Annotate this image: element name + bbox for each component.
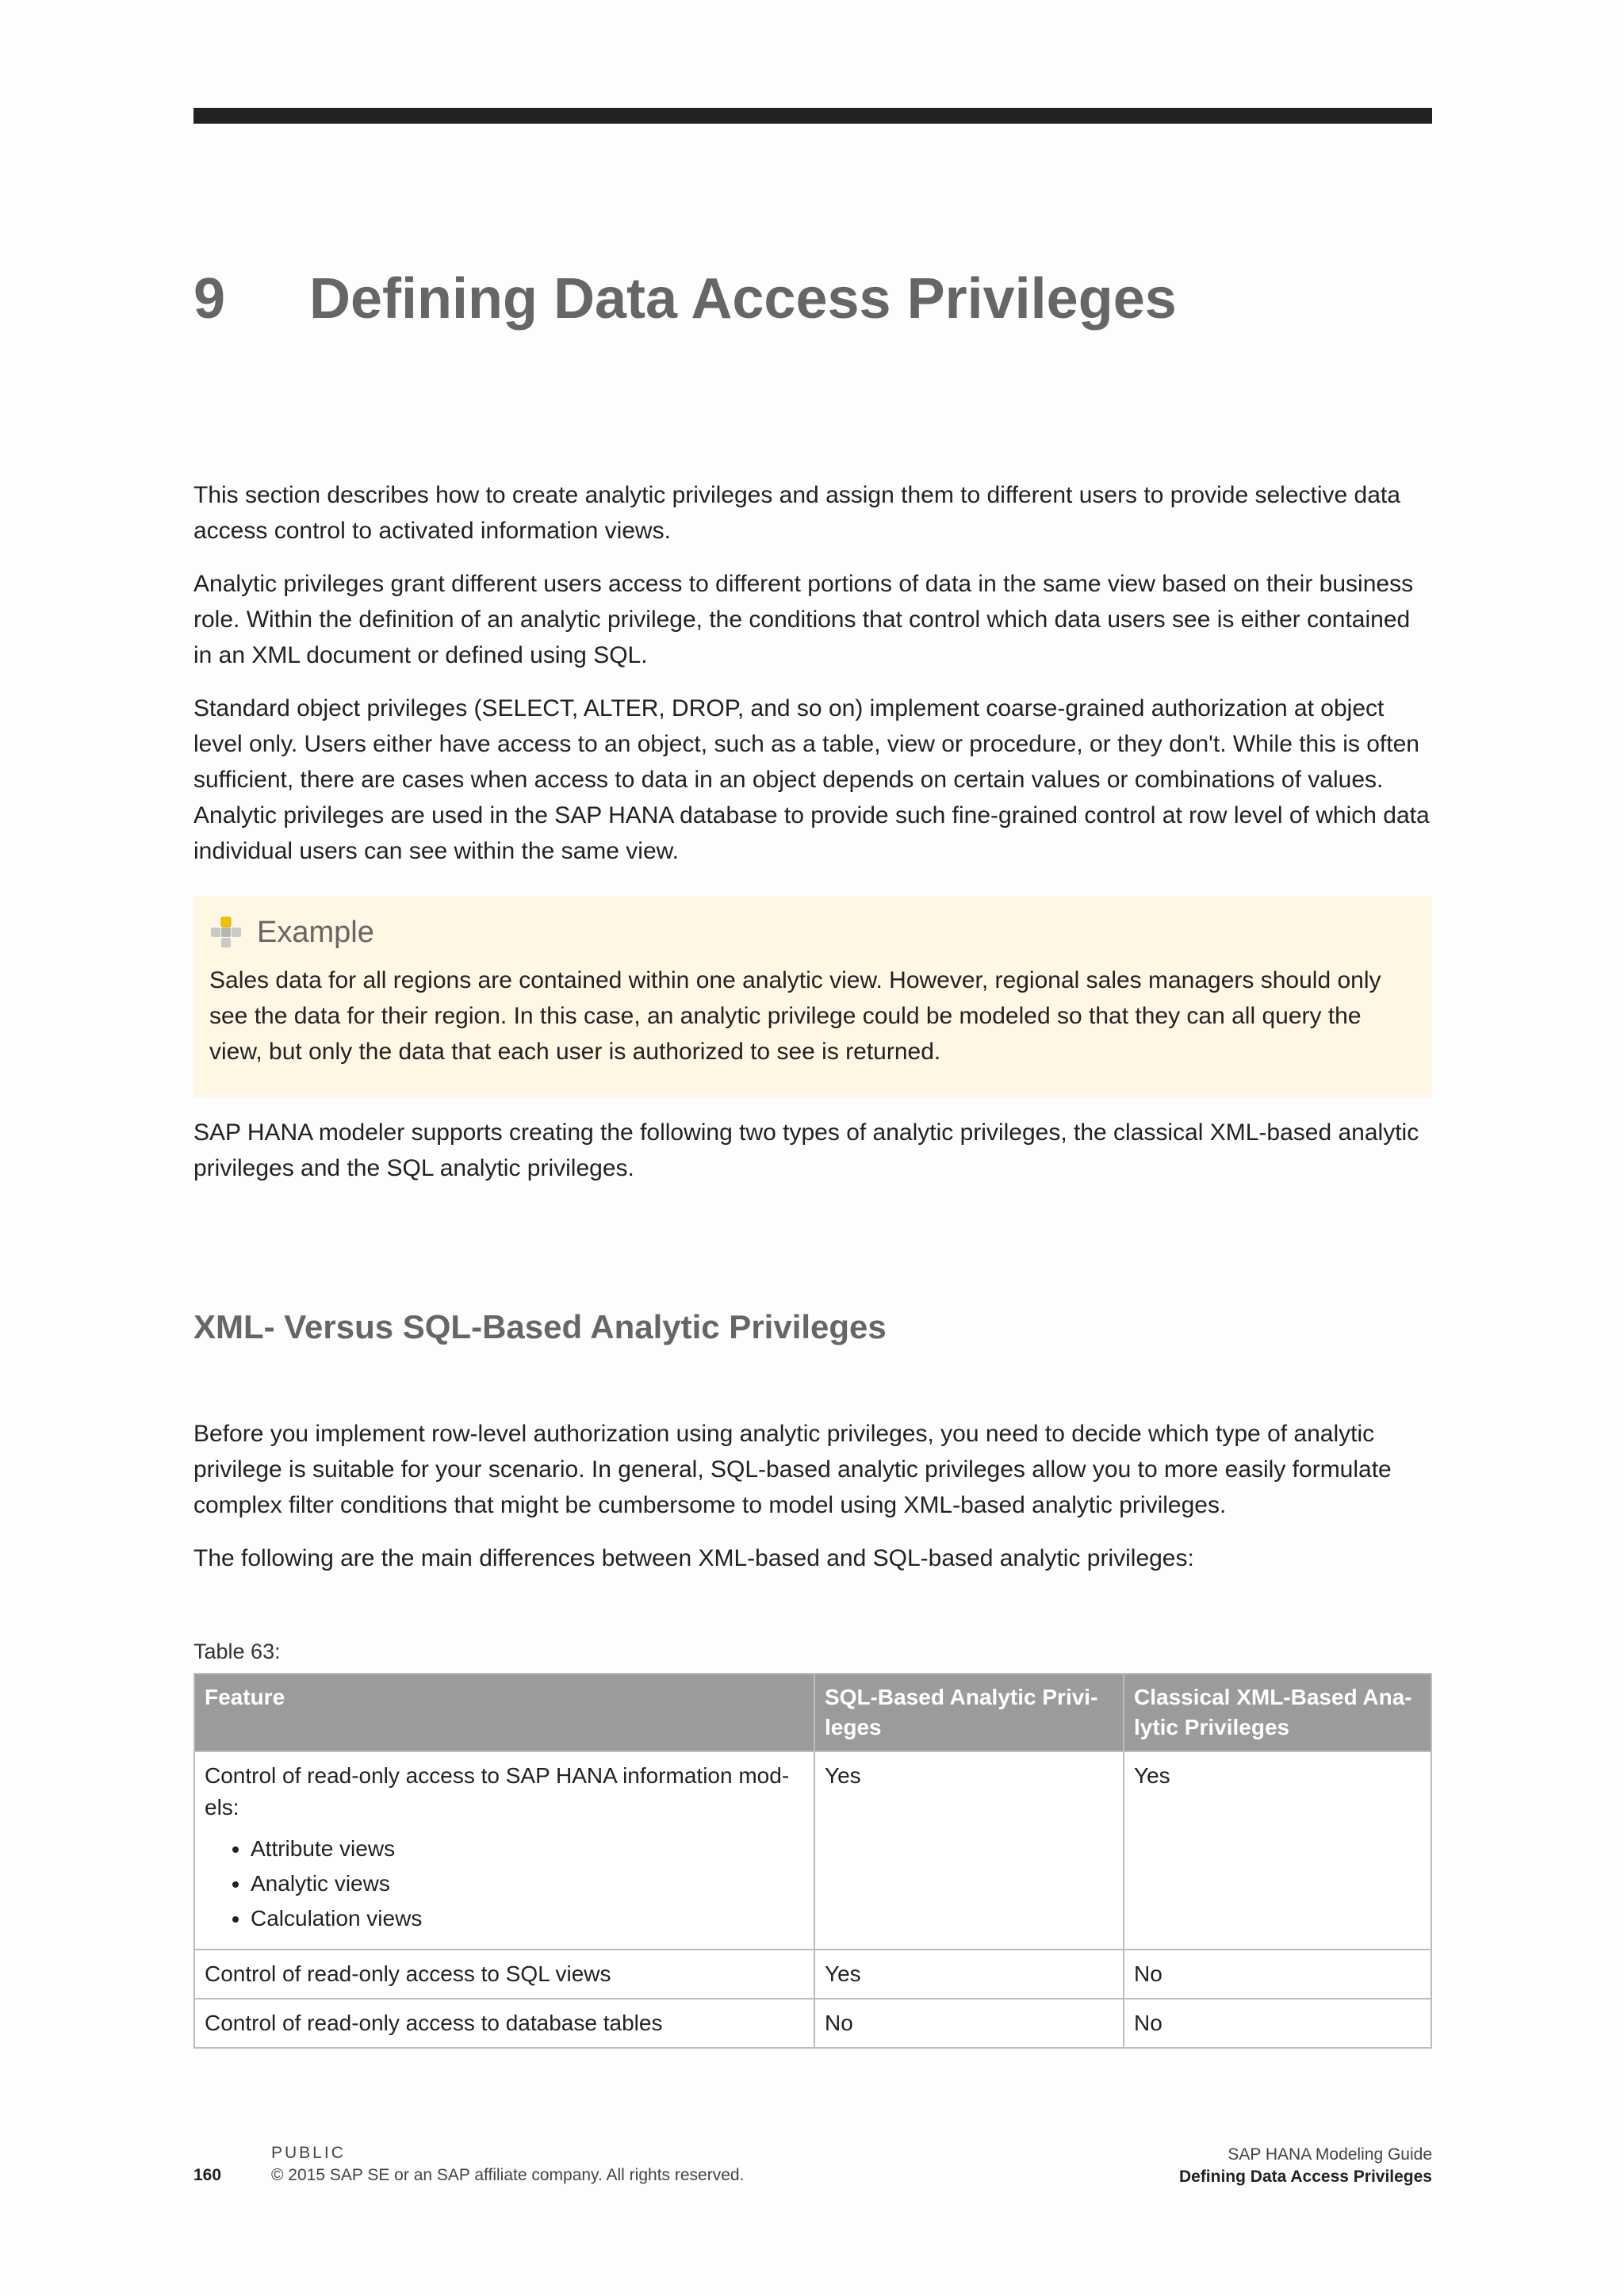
feature-cell [194,1751,814,1950]
after-example-section [193,1115,1432,1203]
section-body [193,1416,1432,1594]
bullet-item: • Attribute views [251,1831,804,1866]
page-number: 160 [193,2166,222,2184]
section-heading: XML- Versus SQL-Based Analytic Privileges [193,1308,887,1345]
example-box [193,896,1432,1097]
section-paragraph: Before you implement row-level authorization using analytic privileges, you need to decide which type of analytic privilege is suitable for your scenario. In general, SQL-based analytic privileges allow you to more easily formulate complex filter conditions that might be cumbersome to model using XML-based analytic privileges. [193,1421,1392,1518]
bullet-item: • Calculation views [251,1901,804,1936]
footer-copyright: © 2015 SAP SE or an SAP affiliate company. All rights reserved. [271,2166,745,2184]
feature-cell: Control of read-only access to database tables [194,1999,814,2048]
footer-right [1179,2144,1432,2188]
table-header-row [194,1674,1431,1751]
top-rule [193,108,1432,124]
example-icon [209,916,243,949]
xml-cell: No [1124,1950,1431,1999]
feature-text: Control of read-only access to SAP HANA information mod-els: [205,1763,790,1820]
bullet-item: • Analytic views [251,1866,804,1901]
xml-cell: No [1124,1999,1431,2048]
table-row [194,1999,1431,2048]
footer-guide-title: SAP HANA Modeling Guide [1228,2145,1432,2164]
chapter-title [193,266,1177,331]
sql-cell: No [814,1999,1124,2048]
feature-bullet-list [205,1831,804,1936]
chapter-number: 9 [193,267,226,331]
intro-section [193,477,1432,886]
header-xml: Classical XML-Based Ana-lytic Privileges [1124,1674,1431,1751]
table-caption: Table 63: [193,1640,281,1663]
chapter-title-text: Defining Data Access Privileges [309,267,1177,331]
example-header [209,910,1416,955]
header-feature: Feature [194,1674,814,1751]
example-heading: Example [257,915,374,949]
sql-cell: Yes [814,1950,1124,1999]
table-row [194,1751,1431,1950]
after-example-paragraph: SAP HANA modeler supports creating the following two types of analytic privileges, the classical XML-based analytic privileges and the SQL analytic privileges. [193,1119,1419,1181]
feature-cell: Control of read-only access to SQL views [194,1950,814,1999]
sql-cell: Yes [814,1751,1124,1950]
intro-paragraph: Standard object privileges (SELECT, ALTER, DROP, and so on) implement coarse-grained authorization at object level only. Users either have access to an object, such as a table, view or procedure, or they don't. While this is often sufficient, there are cases when access to data in an object depends on certain values or combinations of values. Analytic privileges are used in the SAP HANA database to provide such fine-grained control at row level of which data individual users can see within the same view. [193,695,1430,864]
footer-section-title: Defining Data Access Privileges [1178,2168,1432,2186]
header-sql: SQL-Based Analytic Privi-leges [814,1674,1124,1751]
example-text: Sales data for all regions are contained within one analytic view. However, regional sales managers should only see the data for their region. In this case, an analytic privilege could be modeled so that they can all query the view, but only the data that each user is authorized to see is returned. [209,967,1381,1065]
table-row [194,1950,1431,1999]
intro-paragraph: Analytic privileges grant different users access to different portions of data in the same view based on their business role. Within the definition of an analytic privilege, the conditions that control which data users see is either contained in an XML document or defined using SQL. [193,571,1414,668]
intro-paragraph: This section describes how to create analytic privileges and assign them to different users to provide selective data access control to activated information views. [193,482,1400,544]
footer-classification: PUBLIC [271,2144,346,2162]
section-paragraph: The following are the main differences between XML-based and SQL-based analytic privileges: [193,1545,1194,1571]
differences-table [193,1673,1432,2049]
xml-cell: Yes [1124,1751,1431,1950]
